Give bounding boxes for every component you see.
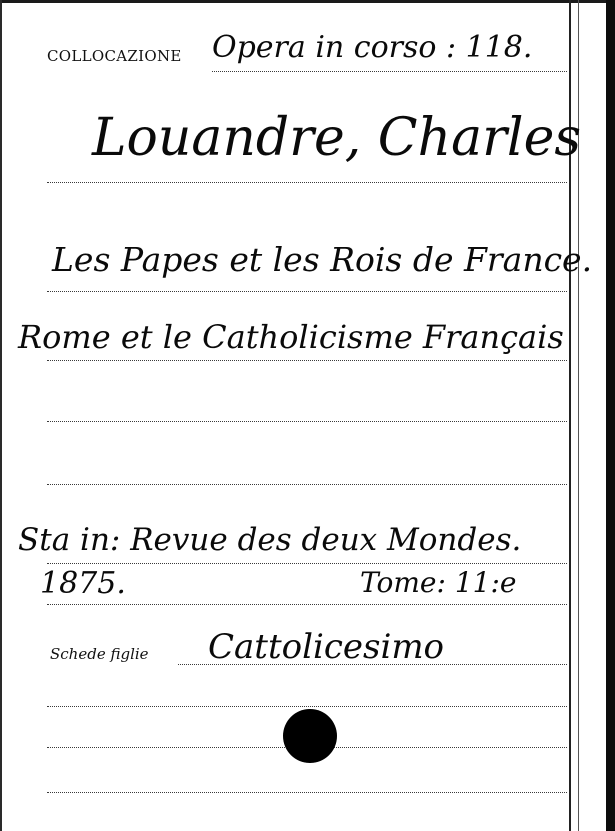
dotted-line-empty-2 [47, 484, 567, 485]
dotted-line-schede [178, 664, 567, 665]
dotted-line-empty-5 [47, 792, 567, 793]
dotted-line-sta-in [47, 563, 567, 564]
punch-hole [283, 709, 337, 763]
sta-in: Sta in: Revue des deux Mondes. [18, 522, 522, 558]
year: 1875. [40, 566, 126, 601]
dotted-line-collocazione [212, 71, 567, 72]
title-line-1: Les Papes et les Rois de France. [52, 240, 593, 279]
dotted-line-year [47, 604, 567, 605]
collocazione-label: COLLOCAZIONE [47, 47, 182, 65]
card-edge-right [606, 0, 615, 831]
tome: Tome: 11:e [360, 566, 517, 599]
card-edge-left [0, 0, 2, 831]
dotted-line-title-2 [47, 360, 567, 361]
card-edge-top [0, 0, 615, 3]
schede-figlie-label: Schede figlie [50, 645, 149, 663]
dotted-line-author [47, 182, 567, 183]
dotted-line-title-1 [47, 291, 567, 292]
schede-figlie-value: Cattolicesimo [208, 627, 445, 667]
collocazione-value: Opera in corso : 118. [212, 30, 533, 65]
author-name: Louandre, Charles [92, 108, 582, 168]
dotted-line-empty-1 [47, 421, 567, 422]
dotted-line-empty-3 [47, 706, 567, 707]
title-line-2: Rome et le Catholicisme Français [18, 318, 564, 356]
